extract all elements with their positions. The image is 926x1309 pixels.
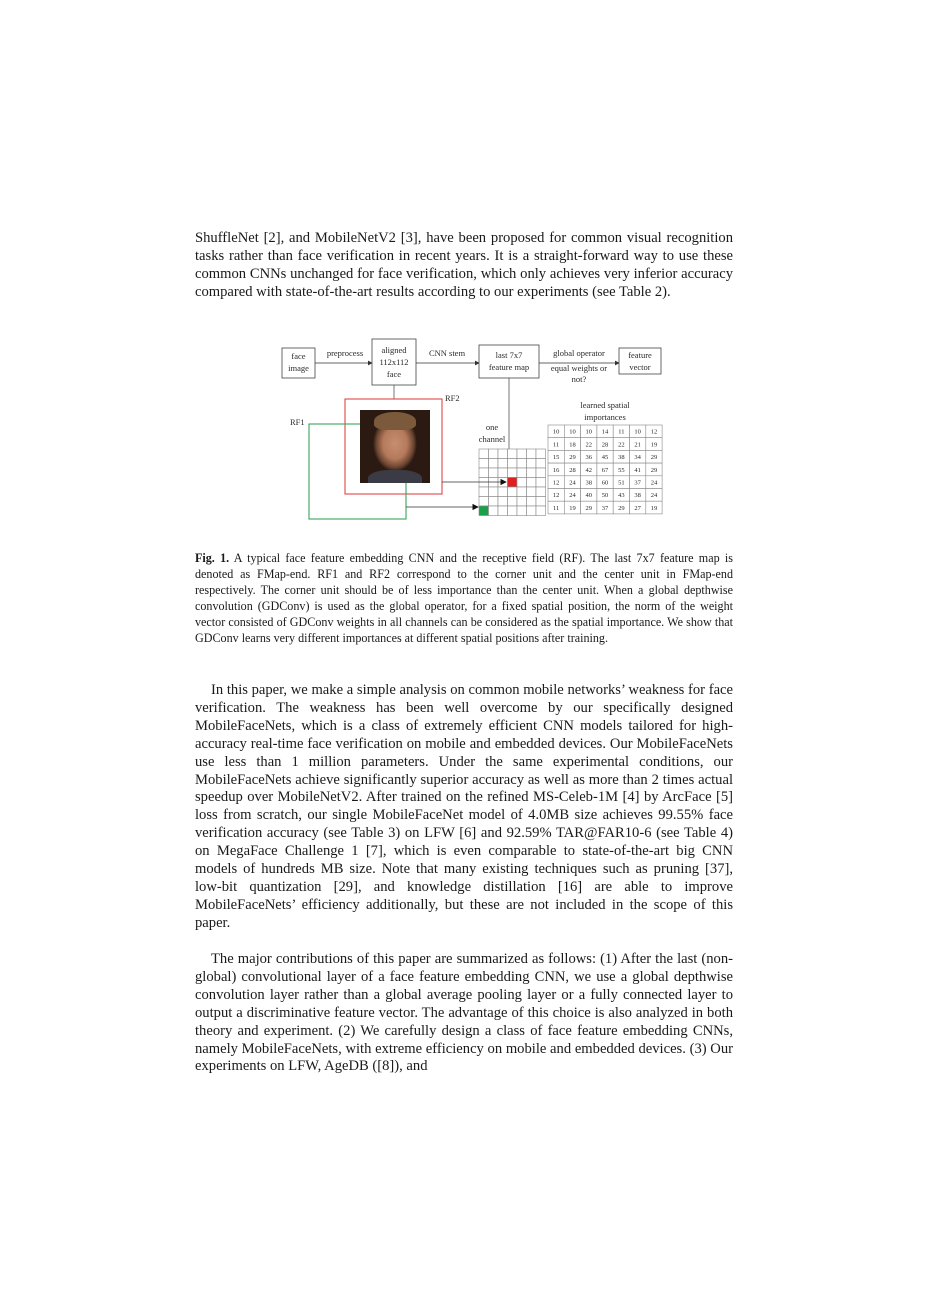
importance-value: 67 [601,466,609,474]
importance-value: 19 [650,441,658,449]
svg-text:last 7x7: last 7x7 [495,350,523,360]
importance-value: 22 [585,441,592,449]
feature-map-cell [479,449,489,459]
caption-label: Fig. 1. [195,551,230,565]
feature-map-cell [517,459,527,469]
importance-value: 19 [569,504,576,512]
feature-map-cell [527,449,537,459]
feature-map-cell [536,468,546,478]
figure-caption [195,550,733,646]
feature-map-cell [536,506,546,516]
feature-map-cell [517,506,527,516]
feature-map-cell [508,506,518,516]
aligned-face-box [372,339,416,385]
importance-value: 24 [569,479,576,487]
svg-text:image: image [288,363,309,373]
feature-map-cell [536,497,546,507]
feature-map-cell [527,478,537,488]
importance-value: 38 [585,479,592,487]
feature-map-cell [517,487,527,497]
rf1-label: RF1 [290,417,305,427]
svg-text:feature map: feature map [488,362,530,372]
importance-value: 11 [553,504,560,512]
feature-map-cell [517,497,527,507]
importances-table [548,425,662,514]
feature-map-cell [508,459,518,469]
feature-map-cell [508,468,518,478]
svg-text:face: face [386,369,402,379]
feature-map-cell [498,487,508,497]
svg-text:aligned: aligned [381,345,407,355]
importance-value: 18 [569,441,576,449]
feature-map-cell [489,497,499,507]
not-label: not? [571,374,587,384]
face-photo [360,410,430,483]
feature-map-cell [489,449,499,459]
importance-value: 10 [634,428,641,436]
importance-value: 38 [634,492,641,500]
feature-map-cell [517,449,527,459]
feature-map-cell [527,468,537,478]
feature-map-cell [479,506,489,516]
importance-value: 10 [569,428,576,436]
feature-map-cell [489,506,499,516]
svg-text:112x112: 112x112 [379,357,409,367]
preprocess-label: preprocess [326,348,364,358]
importances-title: learned spatial [580,400,630,410]
one-channel-label: one [485,422,499,432]
feature-map-cell [479,459,489,469]
feature-map-cell [498,506,508,516]
importance-value: 38 [618,454,625,462]
importance-value: 24 [569,492,576,500]
importance-value: 43 [618,492,625,500]
importance-value: 41 [634,466,641,474]
feature-map-cell [498,459,508,469]
importance-value: 29 [618,504,625,512]
importance-value: 12 [552,492,560,500]
feature-map-cell [536,449,546,459]
feature-map-cell [527,497,537,507]
feature-map-cell [508,487,518,497]
feature-map-cell [489,487,499,497]
importance-value: 28 [569,466,576,474]
importance-value: 16 [552,466,560,474]
importance-value: 34 [634,454,641,462]
importance-value: 36 [585,454,592,462]
importance-value: 29 [650,466,658,474]
feature-map-cell [527,459,537,469]
global-operator-label: global operator [553,348,605,358]
feature-map-cell [536,487,546,497]
importance-value: 29 [650,454,658,462]
svg-text:face: face [291,351,306,361]
feature-map-cell [479,468,489,478]
importance-value: 45 [601,454,609,462]
importance-value: 60 [601,479,609,487]
importance-value: 14 [601,428,609,436]
importance-value: 10 [552,428,560,436]
feature-map-cell [498,468,508,478]
cnn-stem-label: CNN stem [428,348,466,358]
importance-value: 10 [585,428,592,436]
svg-text:vector: vector [629,362,651,372]
importance-value: 42 [585,466,592,474]
feature-map-cell [489,459,499,469]
importance-value: 55 [618,466,625,474]
last-feature-map-box [479,345,539,378]
importance-value: 28 [601,441,609,449]
paragraph-analysis: In this paper, we make a simple analysis on common mobile networks’ weakness for face verification. The weakness has been well overcome by our specifically designed MobileFaceNets, which is a class of extremely efficient CNN models tailored for high-accuracy real-time face verification on mobile and embedded devices. Our MobileFaceNets use less than 1 million parameters. Under the same experimental conditions, our MobileFaceNets achieve significantly superior accuracy as well as more than 2 times actual speedup over MobileNetV2. After trained on the refined MS-Celeb-1M [4] by ArcFace [5] loss from scratch, our single MobileFaceNet model of 4.0MB size achieves 99.55% face verification accuracy (see Table 3) on LFW [6] and 92.59% TAR@FAR10-6 (see Table 4) on MegaFace Challenge 1 [7], which is even comparable to state-of-the-art big CNN models of hundreds MB size. Note that many existing techniques such as pruning [37], low-bit quantization [29], and knowledge distillation [16] are able to improve MobileFaceNets’ efficiency additionally, but these are not included in the scope of this paper. [195,682,733,931]
feature-map-cell [517,468,527,478]
equal-weights-label: equal weights or [550,363,608,373]
importance-value: 24 [650,492,658,500]
feature-map-cell [536,459,546,469]
feature-map-cell [498,497,508,507]
feature-map-cell [508,497,518,507]
importance-value: 27 [634,504,641,512]
importance-value: 21 [634,441,641,449]
rf2-label: RF2 [445,393,460,403]
feature-map-cell [489,468,499,478]
importance-value: 50 [601,492,609,500]
feature-map-cell [517,478,527,488]
importance-value: 19 [650,504,658,512]
importance-value: 29 [585,504,592,512]
face-image-box [282,348,315,378]
feature-map-cell [527,487,537,497]
importance-value: 51 [618,479,625,487]
svg-text:channel: channel [478,434,506,444]
importance-value: 12 [650,428,658,436]
feature-map-cell [536,478,546,488]
paragraph-intro-tail: ShuffleNet [2], and MobileNetV2 [3], have been proposed for common visual recognition tasks rather than face verification in recent years. It is a straight-forward way to use these common CNNs unchanged for face verification, which only achieves very inferior accuracy compared with state-of-the-art results according to our experiments (see Table 2). [195,230,733,300]
figure-1-diagram [276,337,666,523]
importance-value: 29 [569,454,576,462]
importance-value: 12 [552,479,560,487]
importance-value: 11 [618,428,625,436]
paragraph-contributions: The major contributions of this paper are summarized as follows: (1) After the last (non-global) convolutional layer of a face feature embedding CNN, we use a global depthwise convolution layer rather than a global average pooling layer or a fully connected layer to output a discriminative feature vector. The advantage of this choice is also analyzed in both theory and experiment. (2) We carefully design a class of face feature embedding CNNs, namely MobileFaceNets, with extreme efficiency on mobile and embedded devices. (3) Our experiments on LFW, AgeDB ([8]), and [195,951,733,1075]
feature-vector-box [619,348,661,374]
feature-map-cell [479,497,489,507]
importance-value: 11 [553,441,560,449]
feature-map-cell [508,478,518,488]
importance-value: 40 [585,492,592,500]
feature-map-cell [527,506,537,516]
importance-value: 37 [634,479,641,487]
svg-text:importances: importances [584,412,626,422]
feature-map-cell [508,449,518,459]
feature-map-cell [479,487,489,497]
svg-text:feature: feature [628,350,652,360]
importance-value: 22 [618,441,625,449]
caption-text: A typical face feature embedding CNN and the receptive field (RF). The last 7x7 feature map is denoted as FMap-end. RF1 and RF2 correspond to the corner unit and the center unit in FMap-end respectively. The corner unit should be of less importance than the center unit. When a global depthwise convolution (GDConv) is used as the global operator, for a fixed spatial position, the norm of the weight vector consisted of GDConv weights in all channels can be considered as the spatial importance. We show that GDConv learns very different importances at different spatial positions after training. [195,551,733,645]
importance-value: 24 [650,479,658,487]
feature-map-cell [498,449,508,459]
importance-value: 37 [601,504,609,512]
importance-value: 15 [552,454,560,462]
